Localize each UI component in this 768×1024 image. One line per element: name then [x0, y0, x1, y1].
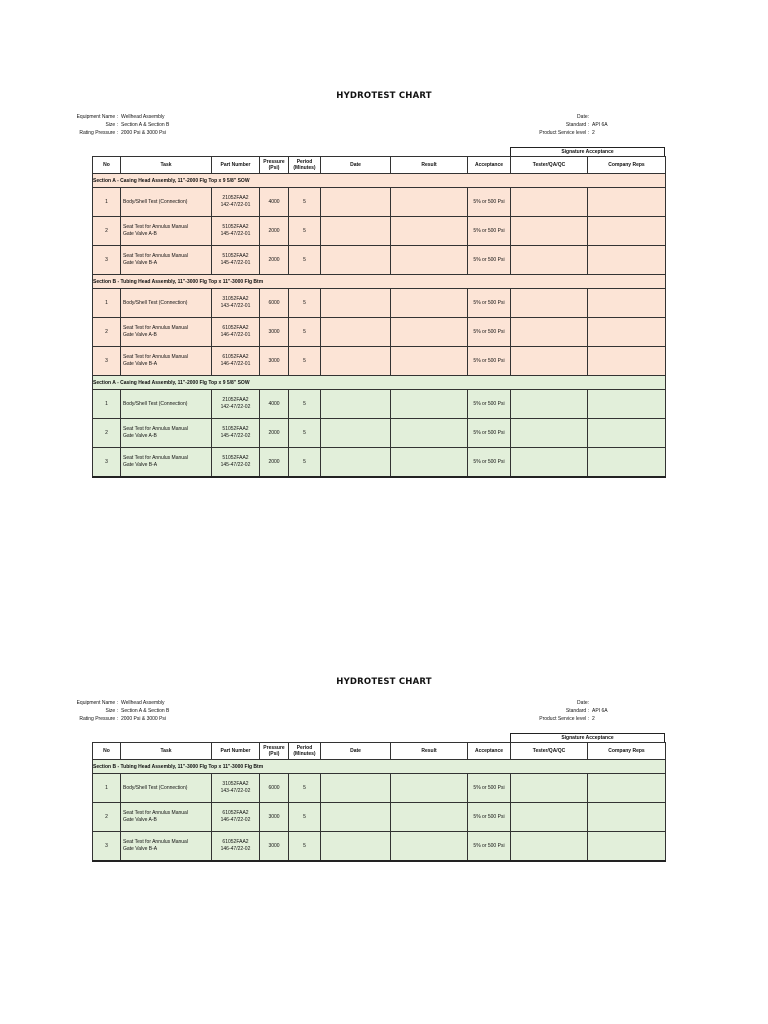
- row-date-cell[interactable]: [321, 419, 391, 448]
- header-row: [93, 743, 666, 760]
- section-title: Section B - Tubing Head Assembly, 11"-3000 Flg Top x 11"-3000 Flg Btm: [93, 275, 666, 289]
- section-row: [93, 760, 666, 774]
- row-no: 3: [93, 832, 121, 862]
- cell-line: 146-47/22-02: [220, 817, 251, 823]
- info-value: 2000 Psi & 3000 Psi: [121, 716, 167, 722]
- row-no: 2: [93, 419, 121, 448]
- row-pressure: 4000: [260, 188, 289, 217]
- row-no: 1: [93, 774, 121, 803]
- cell-line: Seat Test for Annulus Manual: [123, 455, 188, 461]
- cell-line: 21052FAA2: [222, 195, 249, 201]
- row-company-reps-signature-cell[interactable]: [588, 832, 666, 862]
- row-company-reps-signature-cell[interactable]: [588, 774, 666, 803]
- cell-line: Gate Valve B-A: [123, 260, 158, 266]
- cell-line: Body/Shell Test (Connection): [123, 784, 188, 791]
- signature-acceptance-header: Signature Acceptance: [510, 733, 665, 742]
- column-header: Task: [121, 743, 212, 760]
- cell-line: Body/Shell Test (Connection): [123, 400, 188, 407]
- row-date-cell[interactable]: [321, 448, 391, 478]
- table-row: [93, 318, 666, 347]
- row-date-cell[interactable]: [321, 318, 391, 347]
- table-row: [93, 832, 666, 862]
- chart-title: HYDROTEST CHART: [336, 91, 432, 101]
- row-pressure: 2000: [260, 448, 289, 478]
- cell-line: 146-47/22-01: [220, 332, 251, 338]
- cell-line: 61052FAA2: [222, 325, 249, 331]
- row-company-reps-signature-cell[interactable]: [588, 347, 666, 376]
- row-task: [121, 419, 212, 448]
- row-pressure: 4000: [260, 390, 289, 419]
- row-acceptance: 5% or 500 Psi: [468, 246, 511, 275]
- cell-line: 142-47/22-02: [220, 404, 251, 410]
- info-row: [531, 113, 608, 121]
- row-task: [121, 774, 212, 803]
- info-row: [531, 129, 608, 137]
- info-label: Rating Pressure :: [79, 130, 118, 136]
- row-pressure: 6000: [260, 289, 289, 318]
- column-header: Tester/QA/QC: [511, 157, 588, 174]
- row-date-cell[interactable]: [321, 188, 391, 217]
- row-part-number: [212, 774, 260, 803]
- cell-line: Seat Test for Annulus Manual: [123, 325, 188, 331]
- info-label: Product Service level :: [539, 716, 589, 722]
- section-row: [93, 376, 666, 390]
- section-title: Section A - Casing Head Assembly, 11"-2000 Flg Top x 9 5/8" SOW: [93, 174, 666, 188]
- section-row: [93, 174, 666, 188]
- info-value: Wellhead Assembly: [121, 114, 165, 120]
- row-period: 5: [289, 419, 321, 448]
- row-part-number: [212, 347, 260, 376]
- row-pressure: 2000: [260, 246, 289, 275]
- cell-line: 145-47/22-01: [220, 231, 251, 237]
- column-header: Pressure (Psi): [260, 743, 289, 760]
- row-acceptance: 5% or 500 Psi: [468, 318, 511, 347]
- cell-line: Gate Valve A-B: [123, 433, 157, 439]
- row-result-cell[interactable]: [391, 318, 468, 347]
- row-part-number: [212, 289, 260, 318]
- table-row: [93, 246, 666, 275]
- row-no: 3: [93, 246, 121, 275]
- row-pressure: 3000: [260, 318, 289, 347]
- cell-line: 51052FAA2: [222, 455, 249, 461]
- cell-line: Gate Valve A-B: [123, 332, 157, 338]
- row-company-reps-signature-cell[interactable]: [588, 289, 666, 318]
- info-label: Equipment Name :: [76, 700, 118, 706]
- row-period: 5: [289, 289, 321, 318]
- chart-title: HYDROTEST CHART: [336, 677, 432, 687]
- column-header: Acceptance: [468, 743, 511, 760]
- row-no: 2: [93, 217, 121, 246]
- cell-line: Seat Test for Annulus Manual: [123, 253, 188, 259]
- section-title: Section B - Tubing Head Assembly, 11"-3000 Flg Top x 11"-3000 Flg Btm: [93, 760, 666, 774]
- info-row: [531, 707, 608, 715]
- cell-line: 31052FAA2: [222, 781, 249, 787]
- row-part-number: [212, 448, 260, 478]
- cell-line: Body/Shell Test (Connection): [123, 198, 188, 205]
- info-label: Standard :: [565, 122, 589, 128]
- row-pressure: 6000: [260, 774, 289, 803]
- row-date-cell[interactable]: [321, 390, 391, 419]
- row-result-cell[interactable]: [391, 419, 468, 448]
- cell-line: Seat Test for Annulus Manual: [123, 224, 188, 230]
- row-acceptance: 5% or 500 Psi: [468, 832, 511, 862]
- row-part-number: [212, 318, 260, 347]
- row-period: 5: [289, 246, 321, 275]
- row-result-cell[interactable]: [391, 390, 468, 419]
- column-header: Pressure (Psi): [260, 157, 289, 174]
- row-period: 5: [289, 803, 321, 832]
- row-tester-signature-cell[interactable]: [511, 188, 588, 217]
- cell-line: Gate Valve A-B: [123, 817, 157, 823]
- row-acceptance: 5% or 500 Psi: [468, 390, 511, 419]
- cell-line: 145-47/22-01: [220, 260, 251, 266]
- row-company-reps-signature-cell[interactable]: [588, 217, 666, 246]
- cell-line: 145-47/22-02: [220, 462, 251, 468]
- row-tester-signature-cell[interactable]: [511, 318, 588, 347]
- info-value: Section A & Section B: [121, 122, 170, 128]
- row-no: 1: [93, 390, 121, 419]
- column-header: Acceptance: [468, 157, 511, 174]
- row-date-cell[interactable]: [321, 832, 391, 862]
- row-tester-signature-cell[interactable]: [511, 832, 588, 862]
- row-task: [121, 246, 212, 275]
- cell-line: Gate Valve A-B: [123, 231, 157, 237]
- row-acceptance: 5% or 500 Psi: [468, 188, 511, 217]
- row-tester-signature-cell[interactable]: [511, 803, 588, 832]
- table-row: [93, 390, 666, 419]
- info-label: Date:: [577, 114, 589, 120]
- row-company-reps-signature-cell[interactable]: [588, 448, 666, 478]
- row-part-number: [212, 390, 260, 419]
- row-task: [121, 448, 212, 478]
- table-row: [93, 774, 666, 803]
- row-result-cell[interactable]: [391, 289, 468, 318]
- row-tester-signature-cell[interactable]: [511, 390, 588, 419]
- info-value: 2: [592, 130, 595, 136]
- header-row: [93, 157, 666, 174]
- row-period: 5: [289, 318, 321, 347]
- cell-line: 51052FAA2: [222, 253, 249, 259]
- row-result-cell[interactable]: [391, 448, 468, 478]
- column-header: No: [93, 157, 121, 174]
- row-no: 2: [93, 803, 121, 832]
- row-acceptance: 5% or 500 Psi: [468, 448, 511, 478]
- cell-line: 31052FAA2: [222, 296, 249, 302]
- row-no: 1: [93, 188, 121, 217]
- table-row: [93, 448, 666, 478]
- row-acceptance: 5% or 500 Psi: [468, 774, 511, 803]
- row-tester-signature-cell[interactable]: [511, 347, 588, 376]
- column-header: Period (Minutes): [289, 157, 321, 174]
- row-company-reps-signature-cell[interactable]: [588, 318, 666, 347]
- row-pressure: 3000: [260, 347, 289, 376]
- cell-line: 146-47/22-02: [220, 846, 251, 852]
- table-row: [93, 419, 666, 448]
- column-header: Date: [321, 743, 391, 760]
- hydrotest-table: [92, 156, 666, 478]
- cell-line: 61052FAA2: [222, 354, 249, 360]
- row-part-number: [212, 419, 260, 448]
- column-header: Result: [391, 157, 468, 174]
- info-value: API 6A: [592, 708, 608, 714]
- row-period: 5: [289, 390, 321, 419]
- info-row: [0, 699, 169, 707]
- cell-line: 143-47/22-02: [220, 788, 251, 794]
- cell-line: Body/Shell Test (Connection): [123, 299, 188, 306]
- row-task: [121, 832, 212, 862]
- row-date-cell[interactable]: [321, 774, 391, 803]
- row-part-number: [212, 188, 260, 217]
- row-company-reps-signature-cell[interactable]: [588, 419, 666, 448]
- row-no: 3: [93, 448, 121, 478]
- row-result-cell[interactable]: [391, 217, 468, 246]
- column-header: Company Reps: [588, 157, 666, 174]
- row-tester-signature-cell[interactable]: [511, 774, 588, 803]
- info-row: [531, 699, 608, 707]
- row-period: 5: [289, 347, 321, 376]
- row-part-number: [212, 217, 260, 246]
- row-result-cell[interactable]: [391, 774, 468, 803]
- info-row: [0, 129, 169, 137]
- cell-line: Seat Test for Annulus Manual: [123, 839, 188, 845]
- row-task: [121, 188, 212, 217]
- cell-line: 142-47/22-01: [220, 202, 251, 208]
- row-tester-signature-cell[interactable]: [511, 289, 588, 318]
- column-header: Period (Minutes): [289, 743, 321, 760]
- row-tester-signature-cell[interactable]: [511, 217, 588, 246]
- info-label: Rating Pressure :: [79, 716, 118, 722]
- row-pressure: 3000: [260, 803, 289, 832]
- equipment-info: [0, 113, 169, 137]
- row-pressure: 2000: [260, 419, 289, 448]
- row-no: 1: [93, 289, 121, 318]
- standard-info: [531, 113, 608, 137]
- hydrotest-table: [92, 742, 666, 862]
- column-header: Part Number: [212, 157, 260, 174]
- row-result-cell[interactable]: [391, 246, 468, 275]
- info-label: Standard :: [565, 708, 589, 714]
- cell-line: 145-47/22-02: [220, 433, 251, 439]
- table-row: [93, 803, 666, 832]
- cell-line: 51052FAA2: [222, 426, 249, 432]
- row-period: 5: [289, 217, 321, 246]
- row-result-cell[interactable]: [391, 188, 468, 217]
- row-date-cell[interactable]: [321, 803, 391, 832]
- info-row: [0, 715, 169, 723]
- row-task: [121, 803, 212, 832]
- info-row: [0, 707, 169, 715]
- info-value: Wellhead Assembly: [121, 700, 165, 706]
- cell-line: Gate Valve B-A: [123, 462, 158, 468]
- row-result-cell[interactable]: [391, 347, 468, 376]
- row-acceptance: 5% or 500 Psi: [468, 803, 511, 832]
- section-row: [93, 275, 666, 289]
- row-part-number: [212, 832, 260, 862]
- cell-line: 61052FAA2: [222, 810, 249, 816]
- row-task: [121, 390, 212, 419]
- cell-line: 61052FAA2: [222, 839, 249, 845]
- table-row: [93, 347, 666, 376]
- info-value: Section A & Section B: [121, 708, 170, 714]
- column-header: Result: [391, 743, 468, 760]
- row-task: [121, 217, 212, 246]
- row-date-cell[interactable]: [321, 347, 391, 376]
- column-header: Tester/QA/QC: [511, 743, 588, 760]
- row-task: [121, 289, 212, 318]
- cell-line: 21052FAA2: [222, 397, 249, 403]
- info-label: Equipment Name :: [76, 114, 118, 120]
- info-label: Product Service level :: [539, 130, 589, 136]
- row-tester-signature-cell[interactable]: [511, 419, 588, 448]
- row-date-cell[interactable]: [321, 289, 391, 318]
- info-label: Size :: [105, 122, 118, 128]
- cell-line: Gate Valve B-A: [123, 361, 158, 367]
- row-pressure: 2000: [260, 217, 289, 246]
- table-row: [93, 188, 666, 217]
- row-period: 5: [289, 774, 321, 803]
- row-period: 5: [289, 448, 321, 478]
- row-result-cell[interactable]: [391, 832, 468, 862]
- row-tester-signature-cell[interactable]: [511, 246, 588, 275]
- info-row: [531, 715, 608, 723]
- row-tester-signature-cell[interactable]: [511, 448, 588, 478]
- row-company-reps-signature-cell[interactable]: [588, 246, 666, 275]
- row-part-number: [212, 246, 260, 275]
- row-date-cell[interactable]: [321, 217, 391, 246]
- row-acceptance: 5% or 500 Psi: [468, 217, 511, 246]
- row-acceptance: 5% or 500 Psi: [468, 289, 511, 318]
- info-row: [531, 121, 608, 129]
- column-header: No: [93, 743, 121, 760]
- table-row: [93, 217, 666, 246]
- column-header: Part Number: [212, 743, 260, 760]
- row-company-reps-signature-cell[interactable]: [588, 188, 666, 217]
- row-task: [121, 347, 212, 376]
- column-header: Company Reps: [588, 743, 666, 760]
- row-task: [121, 318, 212, 347]
- signature-acceptance-header: Signature Acceptance: [510, 147, 665, 156]
- row-date-cell[interactable]: [321, 246, 391, 275]
- row-no: 2: [93, 318, 121, 347]
- info-label: Size :: [105, 708, 118, 714]
- row-period: 5: [289, 188, 321, 217]
- row-no: 3: [93, 347, 121, 376]
- cell-line: Seat Test for Annulus Manual: [123, 426, 188, 432]
- row-company-reps-signature-cell[interactable]: [588, 390, 666, 419]
- column-header: Task: [121, 157, 212, 174]
- table-row: [93, 289, 666, 318]
- cell-line: 146-47/22-01: [220, 361, 251, 367]
- info-value: 2000 Psi & 3000 Psi: [121, 130, 167, 136]
- cell-line: Seat Test for Annulus Manual: [123, 354, 188, 360]
- cell-line: Gate Valve B-A: [123, 846, 158, 852]
- cell-line: 143-47/22-01: [220, 303, 251, 309]
- info-value: 2: [592, 716, 595, 722]
- column-header: Date: [321, 157, 391, 174]
- row-period: 5: [289, 832, 321, 862]
- row-acceptance: 5% or 500 Psi: [468, 347, 511, 376]
- row-company-reps-signature-cell[interactable]: [588, 803, 666, 832]
- info-label: Date:: [577, 700, 589, 706]
- row-acceptance: 5% or 500 Psi: [468, 419, 511, 448]
- cell-line: 51052FAA2: [222, 224, 249, 230]
- standard-info: [531, 699, 608, 723]
- row-result-cell[interactable]: [391, 803, 468, 832]
- info-value: API 6A: [592, 122, 608, 128]
- equipment-info: [0, 699, 169, 723]
- info-row: [0, 121, 169, 129]
- row-pressure: 3000: [260, 832, 289, 862]
- info-row: [0, 113, 169, 121]
- cell-line: Seat Test for Annulus Manual: [123, 810, 188, 816]
- section-title: Section A - Casing Head Assembly, 11"-2000 Flg Top x 9 5/8" SOW: [93, 376, 666, 390]
- row-part-number: [212, 803, 260, 832]
